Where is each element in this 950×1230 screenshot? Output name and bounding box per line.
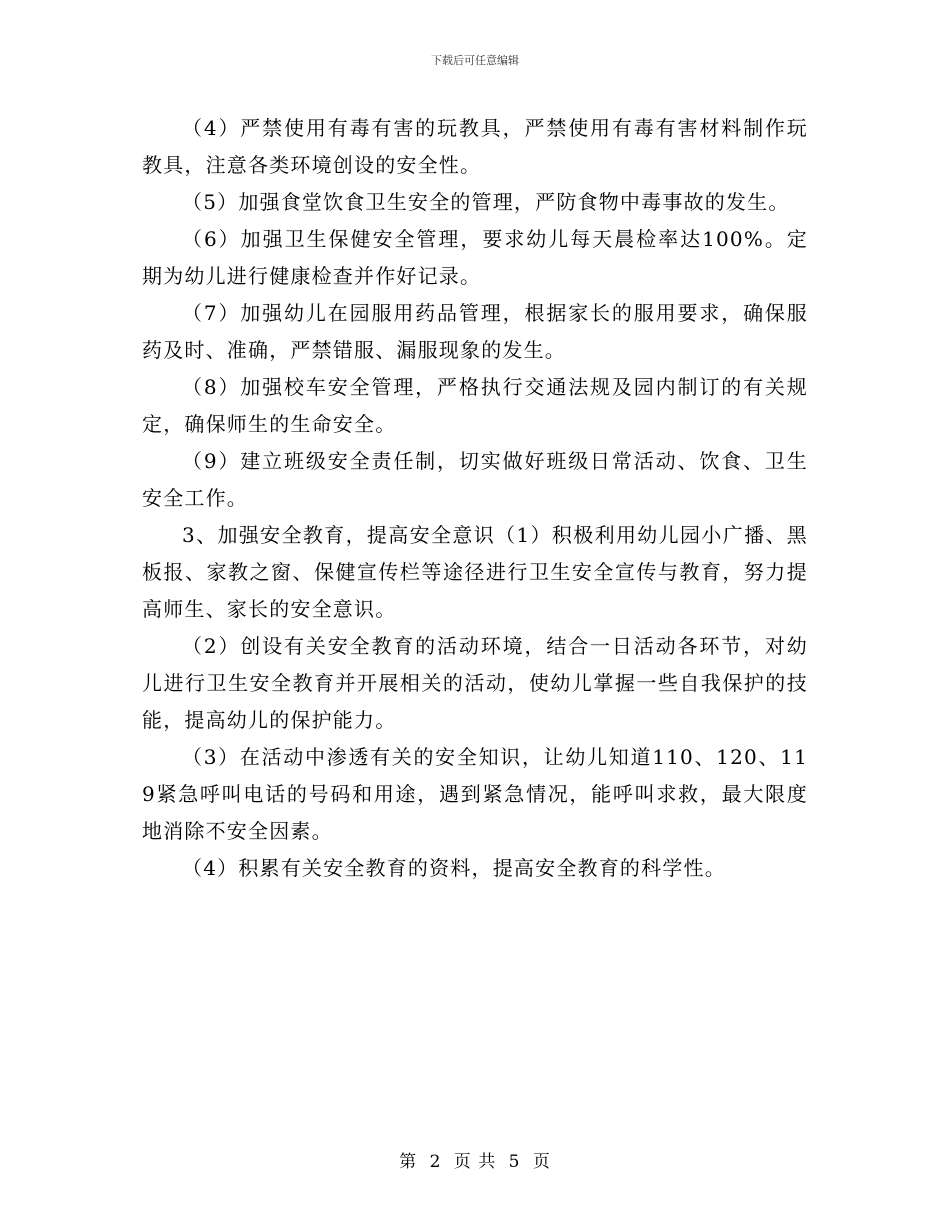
paragraph-education-item-3: （3）在活动中渗透有关的安全知识，让幼儿知道110、120、119紧急呼叫电话的号码和用途，遇到紧急情况，能呼叫求救，最大限度地消除不安全因素。 [142, 745, 808, 843]
document-body [142, 110, 808, 887]
page-number-footer [0, 1150, 950, 1174]
page-number-current: 2 [429, 1152, 442, 1172]
paragraph-item-5-canteen: （5）加强食堂饮食卫生安全的管理，严防食物中毒事故的发生。 [182, 190, 790, 214]
paragraph-item-4-toys: （4）严禁使用有毒有害的玩教具，严禁使用有毒有害材料制作玩教具，注意各类环境创设的安全性。 [142, 116, 808, 177]
paragraph-item-6-health: （6）加强卫生保健安全管理，要求幼儿每天晨检率达100%。定期为幼儿进行健康检查并作好记录。 [142, 227, 808, 288]
paragraph-item-9-class-responsibility: （9）建立班级安全责任制，切实做好班级日常活动、饮食、卫生安全工作。 [142, 449, 808, 510]
page-number-total: 5 [508, 1152, 521, 1172]
paragraph-item-7-medicine: （7）加强幼儿在园服用药品管理，根据家长的服用要求，确保服药及时、准确，严禁错服、漏服现象的发生。 [142, 301, 808, 362]
page-number-middle: 页 共 [453, 1152, 497, 1172]
paragraph-education-item-4: （4）积累有关安全教育的资料，提高安全教育的科学性。 [182, 856, 726, 880]
paragraph-education-item-2: （2）创设有关安全教育的活动环境，结合一日活动各环节，对幼儿进行卫生安全教育并开展相关的活动，使幼儿掌握一些自我保护的技能，提高幼儿的保护能力。 [142, 634, 808, 732]
paragraph-item-8-school-bus: （8）加强校车安全管理，严格执行交通法规及园内制订的有关规定，确保师生的生命安全。 [142, 375, 808, 436]
page-number-prefix: 第 [399, 1152, 418, 1172]
page-header-note: 下载后可任意编辑 [431, 54, 519, 67]
paragraph-section-3-education: 3、加强安全教育，提高安全意识（1）积极利用幼儿园小广播、黑板报、家教之窗、保健宣传栏等途径进行卫生安全宣传与教育，努力提高师生、家长的安全意识。 [142, 523, 808, 621]
page-number-suffix: 页 [532, 1152, 551, 1172]
